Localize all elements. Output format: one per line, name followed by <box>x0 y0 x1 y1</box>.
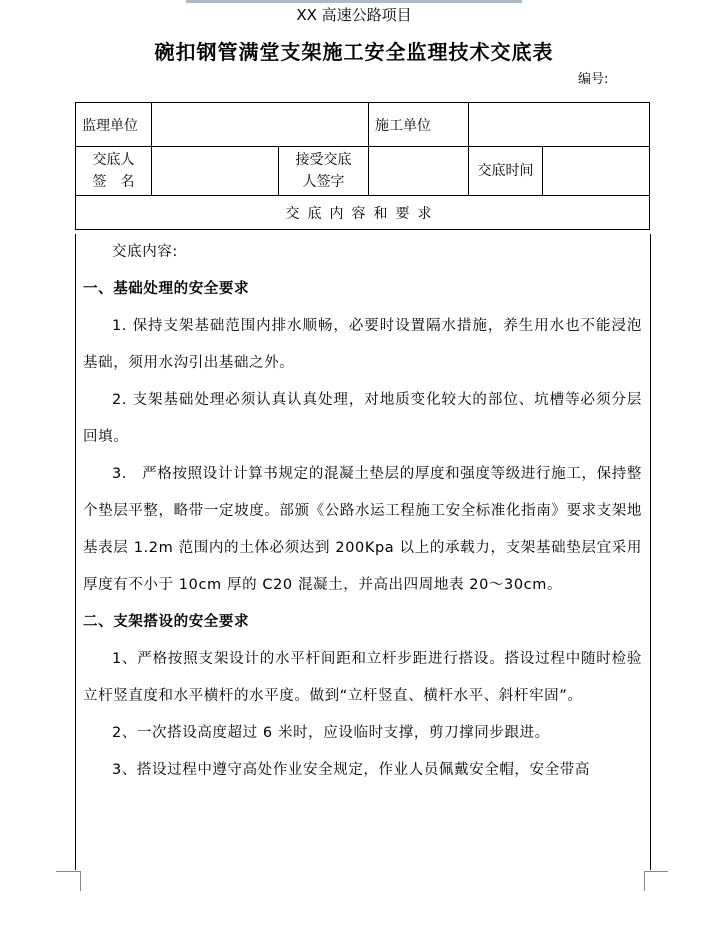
briefing-time-field[interactable] <box>543 147 650 196</box>
construction-unit-label: 施工单位 <box>369 103 469 147</box>
crop-mark-left-v <box>80 871 81 891</box>
content-intro: 交底内容: <box>112 244 178 260</box>
crop-mark-right-h <box>644 871 668 872</box>
receiver-label-line1: 接受交底 <box>295 152 352 168</box>
section1-item: 1. 保持支架基础范围内排水顺畅，必要时设置隔水措施，养生用水也不能浸泡基础，须用水沟引出基础之外。 <box>83 318 642 371</box>
page-top-bar <box>186 0 522 3</box>
briefing-content-cell <box>75 234 651 870</box>
crop-mark-right-v <box>644 871 645 891</box>
briefing-form-table <box>75 102 650 230</box>
section2-item: 3、搭设过程中遵守高处作业安全规定，作业人员佩戴安全帽，安全带高 <box>112 762 590 778</box>
supervision-unit-value[interactable] <box>152 103 369 147</box>
receiver-signature-label <box>279 147 369 196</box>
briefer-label-line2: 签 名 <box>92 174 135 190</box>
project-name: XX 高速公路项目 <box>296 6 412 24</box>
crop-mark-left-h <box>56 871 80 872</box>
briefing-time-label: 交底时间 <box>469 147 543 196</box>
section2-heading: 二、支架搭设的安全要求 <box>83 614 250 630</box>
section1-item: 3. 严格按照设计计算书规定的混凝土垫层的厚度和强度等级进行施工，保持整个垫层平整，略带一定坡度。部颁《公路水运工程施工安全标准化指南》要求支架地基表层 1.2m 范围内的土体必须达到 200Kpa 以上的承载力，支架基础垫层宜采用厚度有不小于 10cm 厚的 C20 混凝土，并高出四周地表 20～30cm。 <box>83 466 642 593</box>
section1-item: 2. 支架基础处理必须认真认真处理，对地质变化较大的部位、坑槽等必须分层回填。 <box>83 392 642 445</box>
section-header: 交底内容和要求 <box>76 196 650 230</box>
section1-heading: 一、基础处理的安全要求 <box>83 281 250 297</box>
construction-unit-value[interactable] <box>469 103 650 147</box>
receiver-label-line2: 人签字 <box>302 174 345 190</box>
briefer-label-line1: 交底人 <box>92 152 135 168</box>
briefer-signature-field[interactable] <box>152 147 279 196</box>
section2-item: 2、一次搭设高度超过 6 米时，应设临时支撑，剪刀撑同步跟进。 <box>112 725 550 741</box>
supervision-unit-label: 监理单位 <box>76 103 152 147</box>
receiver-signature-field[interactable] <box>369 147 469 196</box>
document-number-label: 编号: <box>578 72 609 87</box>
section2-item: 1、严格按照支架设计的水平杆间距和立杆步距进行搭设。搭设过程中随时检验立杆竖直度和水平横杆的水平度。做到“立杆竖直、横杆水平、斜杆牢固”。 <box>83 651 642 704</box>
briefer-signature-label <box>76 147 152 196</box>
briefing-content <box>76 234 650 789</box>
document-title: 碗扣钢管满堂支架施工安全监理技术交底表 <box>154 40 554 64</box>
